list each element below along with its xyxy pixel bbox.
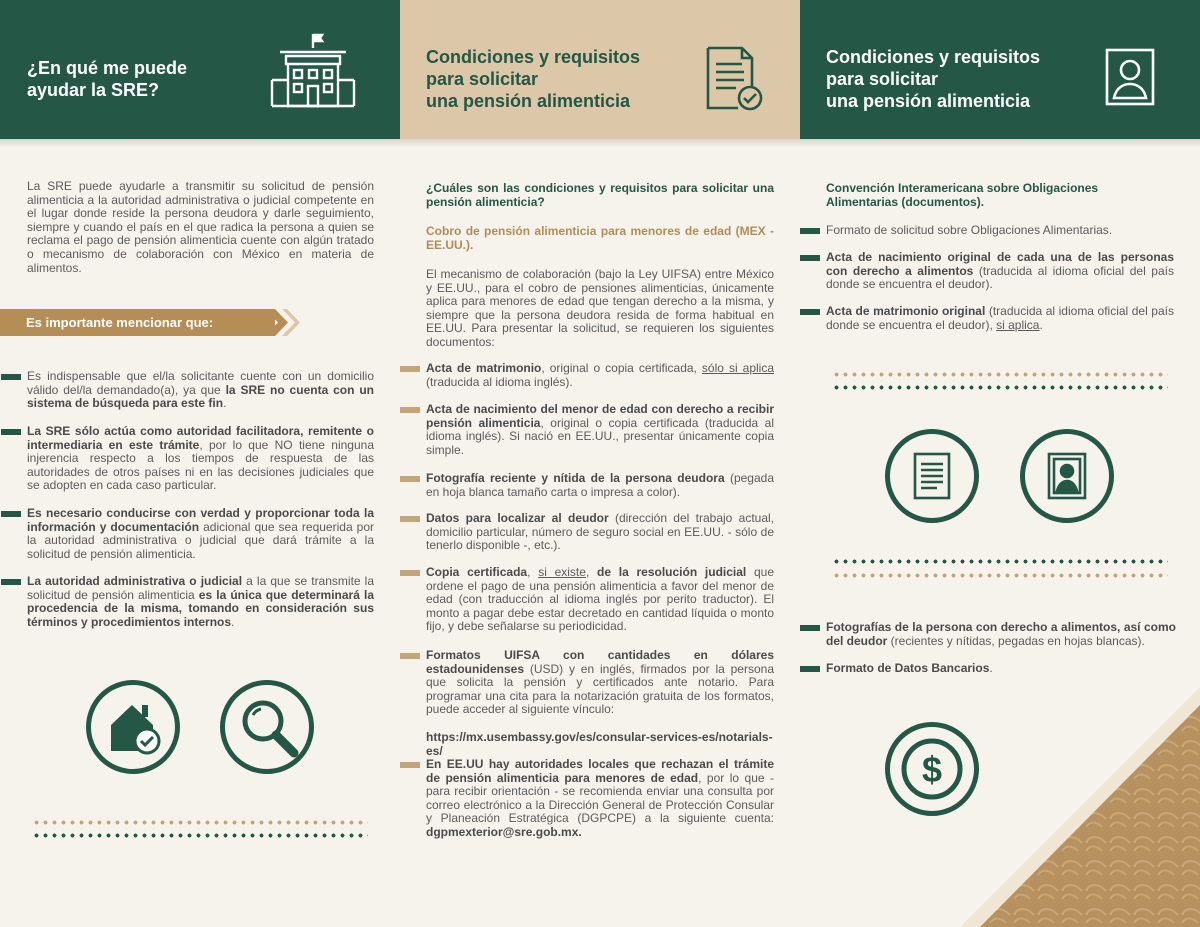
banner-arrow-icon	[265, 309, 305, 341]
svg-text:$: $	[921, 749, 943, 790]
dotted-divider-tan-2	[834, 372, 1168, 377]
header-panel-3	[800, 0, 1200, 139]
panel-3-title: Condiciones y requisitos para solicitar una pensión alimenticia	[826, 47, 1041, 111]
col3-title: Convención Interamericana sobre Obligaciones Alimentarias (documentos).	[826, 181, 1099, 209]
header-panel-2	[400, 0, 800, 139]
email-link[interactable]: dgpmexterior@sre.gob.mx.	[426, 824, 582, 839]
document-check-icon	[704, 46, 766, 117]
col2-item-3: Fotografía reciente y nítida de la persona deudora (pegada en hoja blanca tamaño carta o impresa a color).	[426, 471, 774, 499]
if-exists-link[interactable]: si existe	[538, 565, 586, 579]
col2-item-6: Formatos UIFSA con cantidades en dólares estadounidenses (USD) y en inglés, firmados por la persona que solicita la pensión y certificados ante notario. Para programar una cita para la notarización gratuita de los formatos, puede acceder al siguiente vínculo:	[426, 648, 774, 717]
col3-doc-3: Acta de matrimonio original (traducida al idioma oficial del país donde se encuentra el deudor), si aplica.	[826, 304, 1174, 332]
col3-doc-5: Formato de Datos Bancarios.	[826, 662, 1174, 676]
col3-doc-1: Formato de solicitud sobre Obligaciones Alimentarias.	[826, 224, 1174, 238]
person-portrait-icon	[1105, 48, 1155, 111]
only-if-applies-link[interactable]: sólo si aplica	[701, 361, 774, 375]
col2-subtitle: Cobro de pensión alimenticia para menores de edad (MEX - EE.UU.).	[426, 224, 774, 252]
panel-2-title: Condiciones y requisitos para solicitar una pensión alimenticia	[426, 47, 641, 111]
building-icon	[268, 32, 358, 115]
col1-bullet-4: La autoridad administrativa o judicial a la que se transmite la solicitud de pensión alimenticia es la única que determinará la procedencia de la misma, tomando en consideración sus términos y procedimientos internos.	[27, 574, 375, 629]
decorative-corner	[940, 687, 1200, 927]
dotted-divider-green-3	[834, 559, 1168, 564]
important-banner: Es importante mencionar que:	[0, 309, 275, 336]
col3-doc-2: Acta de nacimiento original de cada una de las personas con derecho a alimentos (traducida al idioma oficial del país donde se encuentra el deudor).	[826, 250, 1174, 292]
document-icon	[885, 429, 979, 523]
col3-doc-4: Fotografías de la persona con derecho a alimentos, así como del deudor (recientes y nítidas, pegadas en hojas blancas).	[826, 620, 1176, 648]
header-panel-1	[0, 0, 400, 139]
dotted-divider-tan-3	[834, 573, 1168, 578]
house-check-icon	[86, 680, 180, 774]
col1-intro: La SRE puede ayudarle a transmitir su solicitud de pensión alimenticia a la autoridad administrativa o judicial competente en el lugar donde reside la persona deudora y darle seguimiento, siempre y cuando el país en el que radica la persona a quien se reclama el pago de pensión alimenticia cuente con algún tratado o mecanismo de colaboración con México en materia de alimentos.	[27, 179, 374, 275]
col1-bullet-2: La SRE sólo actúa como autoridad facilitadora, remitente o intermediaria en este trámite, por lo que NO tiene ninguna injerencia respecto a los tiempos de respuesta de las autoridades de otros países ni en las decisiones judiciales que se adopten en cada caso particular.	[27, 424, 374, 493]
col2-item-4: Datos para localizar al deudor (dirección del trabajo actual, domicilio particular, número de seguro social en EE.UU. - sólo de tenerlo disponible -, etc.).	[426, 511, 775, 553]
col1-bullet-1: Es indispensable que el/la solicitante cuente con un domicilio válido del/la demandado(a), ya que la SRE no cuenta con un sistema de búsqueda para este fin.	[27, 369, 375, 411]
photo-id-icon	[1020, 429, 1114, 523]
col2-question: ¿Cuáles son las condiciones y requisitos para solicitar una pensión alimenticia?	[426, 181, 774, 209]
if-applies-link[interactable]: si aplica	[996, 317, 1040, 332]
header-shadow	[0, 139, 1200, 147]
col2-intro: El mecanismo de colaboración (bajo la Ley UIFSA) entre México y EE.UU., para el cobro de pensiones alimenticias, únicamente aplica para menores de edad que tengan derecho a la misma, y siempre que la persona deudora resida de forma habitual en EE.UU. Para presentar la solicitud, se requieren los siguientes documentos:	[426, 267, 774, 349]
dotted-divider-tan	[34, 820, 368, 825]
panel-1-title: ¿En qué me puede ayudar la SRE?	[27, 58, 188, 100]
col2-item-1: Acta de matrimonio, original o copia certificada, sólo si aplica (traducida al idioma inglés).	[426, 361, 774, 389]
col2-item-5: Copia certificada, si existe, de la resolución judicial que ordene el pago de una pensión alimenticia a favor del menor de edad (con traducción al idioma inglés por perito traductor). El monto a pagar debe estar decretado en cantidad líquida o monto fijo, y debe señalarse su periodicidad.	[426, 565, 775, 634]
col1-bullet-3: Es necesario conducirse con verdad y proporcionar toda la información y documentación adicional que sea requerida por la autoridad administrativa o judicial que dará trámite a la solicitud de pensión alimenticia.	[27, 506, 374, 561]
notarials-link[interactable]: https://mx.usembassy.gov/es/consular-services-es/notarials-es/	[426, 730, 773, 758]
col2-item-7: En EE.UU hay autoridades locales que rechazan el trámite de pensión alimenticia para menores de edad, por lo que - para recibir orientación - se recomienda enviar una consulta por correo electrónico a la Dirección General de Protección Consular y Planeación Estratégica (DGPCPE) a la siguiente cuenta: dgpmexterior@sre.gob.mx.	[426, 757, 774, 839]
magnifier-icon	[220, 680, 314, 774]
dotted-divider-green-2	[834, 385, 1168, 390]
dotted-divider-green	[34, 833, 368, 838]
col2-item-2: Acta de nacimiento del menor de edad con derecho a recibir pensión alimenticia, original o copia certificada (traducida al idioma inglés). Si nació en EE.UU., presentar únicamente copia simple.	[426, 402, 774, 457]
